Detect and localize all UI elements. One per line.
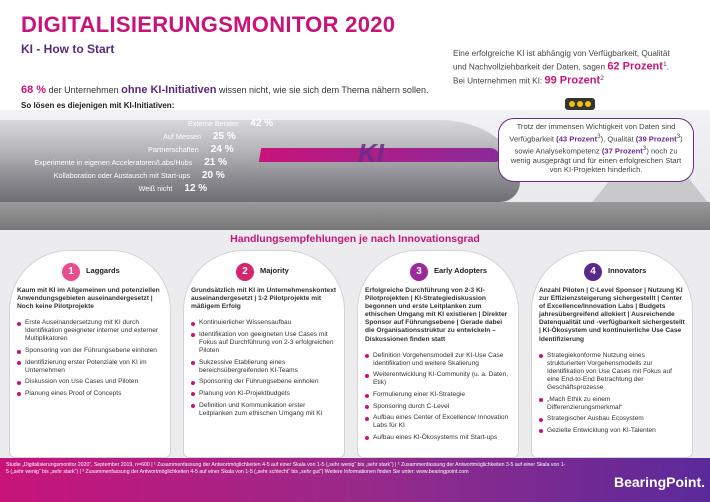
callout-t3: ) sowie Analysekompetenz [514, 134, 683, 156]
light-dot [585, 101, 591, 107]
callout-s3: 3 [642, 144, 647, 152]
page-title: DIGITALISIERUNGSMONITOR 2020 [21, 12, 396, 37]
intro-sup2: 2 [600, 74, 604, 82]
intro-value1: 62 Prozent [607, 60, 663, 73]
callout-s2: 3 [676, 132, 681, 140]
card-list-wrap [365, 352, 511, 446]
bar-value: 21 % [204, 157, 227, 168]
train-ki-logo: KI [358, 138, 384, 168]
recommendation-card [183, 250, 345, 458]
intro-text: Eine erfolgreiche KI ist abhängig von Verfügbarkeit, Qualität und Nachvollziehbarkeit der Daten, sagen 62 Prozent$^1$. Bei Unternehmen mit KI: 99 Prozent$^2$ [453, 49, 670, 87]
bar-label: Partnerschaften [148, 145, 199, 154]
traffic-light-icon [565, 98, 595, 110]
bar-value: 25 % [213, 131, 236, 142]
stat-line [21, 84, 428, 96]
bar-row [0, 170, 225, 181]
card-list-wrap [539, 352, 685, 439]
bar-label: Weiß nicht [138, 184, 173, 193]
intro-sup1: 1 [662, 61, 667, 68]
card-list-item: Weiterentwicklung KI-Community (u. a. Daten, Etik) [365, 371, 511, 387]
bar-row [0, 118, 273, 129]
recommendation-card [9, 250, 171, 458]
callout-t2: ), Qualität [600, 134, 634, 144]
stat-pre: der Unternehmen [48, 85, 119, 95]
card-summary: Erfolgreiche Durchführung von 2-3 KI-Pilotprojekten | KI-Strategiediskussion begonnen und erste Leitplanken zum ethischen Umgang mit KI existieren | Direkter Sponsor auf Führungsebene | Gerade dabei die Organisationsstruktur zu entwickeln – Diskussionen finden statt [365, 287, 508, 343]
card-list-item: Aufbau eines Center of Excellence/ Innovation Labs für KI [365, 414, 511, 430]
card-list-item: Gezielte Entwicklung von KI-Talenten [539, 427, 685, 435]
card-list-wrap [191, 319, 337, 421]
page-subtitle: KI - How to Start [21, 42, 115, 56]
bar-label: Auf Messen [163, 132, 201, 141]
card-list-item: Definition und Kommunikation erster Leitplanken zum ethischen Umgang mit KI [191, 402, 337, 418]
intro-value2: 99 Prozent [544, 74, 601, 87]
light-dot [577, 101, 583, 107]
card-list-item: Sponsoring der Führungsebene einholen [191, 378, 337, 386]
card-list-item: Aufbau eines KI-Ökosystems mit Start-ups [365, 434, 511, 442]
card-list-item: Sukzessive Etablierung eines bereichsübergreifenden KI-Teams [191, 359, 337, 375]
card-summary: Kaum mit KI im Allgemeinen und potenziellen Anwendungsgebieten auseinandergesetzt | Noch keine Pilotprojekte [17, 287, 160, 311]
bar-value: 42 % [250, 118, 274, 129]
intro-line1: Eine erfolgreiche KI ist abhängig von Verfügbarkeit, Qualität [453, 49, 670, 58]
bar-label: Experimente in eigenen Acceleratoren/Labs/Hubs [34, 158, 193, 167]
card-name: Innovators [608, 266, 647, 275]
card-number-badge: 3 [410, 263, 428, 281]
card-list [17, 319, 163, 398]
card-list [539, 352, 685, 435]
intro-line3: Bei Unternehmen mit KI: [453, 76, 543, 86]
callout-v1: (43 Prozent [556, 134, 598, 144]
bar-value: 20 % [202, 170, 225, 181]
stat-post: wissen nicht, wie sie sich dem Thema nähern sollen. [219, 85, 429, 95]
track-ground [0, 202, 710, 230]
bar-label: Externe Berater [188, 119, 239, 128]
card-number-badge: 2 [236, 263, 254, 281]
stat-percent: 68 % [21, 84, 47, 96]
card-summary: Anzahl Piloten | C-Level Sponsor | Nutzung KI zur Effizienzsteigerung sichergestellt | Center of Excellence/Innovation Labs | Budgets jahresübergreifend allokiert | Ausreichende Datenqualität und -verfügbarkeit sichergestellt | KI-Ökosystem und kontinuierliche Use Case Identifizierung [539, 287, 685, 343]
callout-s1: 3 [597, 132, 601, 140]
bar-label: Kollaboration oder Austausch mit Start-ups [53, 171, 190, 180]
card-list-item: Erste Auseinandersetzung mit KI durch Identifikation geeigneter interner und externer Multiplikatoren [17, 319, 163, 343]
section-title: Handlungsempfehlungen je nach Innovationsgrad [230, 233, 480, 245]
card-list-item: Sponsoring durch C-Level [365, 403, 511, 411]
card-list-item: Identifizierung erster Potenziale von KI im Unternehmen [17, 359, 163, 375]
card-list-item: Strategischer Ausbau Ecosystem [539, 415, 685, 423]
card-list-item: Kontinuierlicher Wissensaufbau [191, 319, 337, 327]
card-list-item: „Mach Ethik zu einem Differenzierungsmerkmal“ [539, 396, 685, 412]
card-name: Early Adopters [434, 266, 488, 275]
brand-logo: BearingPoint. [614, 474, 706, 490]
recommendation-card [531, 250, 693, 458]
card-list-wrap [17, 319, 163, 401]
recommendation-card [357, 250, 519, 458]
card-list-item: Definition Vorgehensmodell zur KI-Use Case Identifikation und weitere Skalierung [365, 352, 511, 368]
intro-line2: und Nachvollziehbarkeit der Daten, sagen [453, 62, 606, 72]
card-summary: Grundsätzlich mit KI im Unternehmenskontext auseinandergesetzt | 1-2 Pilotprojekte mit mäßigem Erfolg [191, 287, 337, 311]
card-list-item: Identifikation von geeigneten Use Cases mit Fokus auf Durchführung von 2-3 erfolgreichen Piloten [191, 331, 337, 355]
card-list [365, 352, 511, 442]
callout-t4: ) noch zu wenig ausgeprägt und für einen erfolgreichen Start von KI-Projekten hinderlich. [510, 146, 682, 175]
initiatives-heading: So lösen es diejenigen mit KI-Initiativen: [21, 101, 175, 110]
callout-v2: (39 Prozent [635, 134, 677, 144]
callout-t1: Trotz der immensen Wichtigkeit von Daten sind Verfügbarkeit [509, 122, 676, 144]
card-list-item: Planung von KI-Projektbudgets [191, 390, 337, 398]
bar-row [0, 183, 207, 194]
card-number-badge: 4 [584, 263, 602, 281]
card-list-item: Diskussion von Use Cases und Piloten [17, 378, 163, 386]
bar-value: 24 % [210, 144, 234, 155]
stat-highlight: ohne KI-Initiativen [121, 84, 217, 96]
card-list [191, 319, 337, 417]
card-name: Majority [260, 266, 289, 275]
bar-row [0, 131, 236, 142]
card-list-item: Strategiekonforme Nutzung eines strukturierten Vorgehensmodells zur Identifikation von Use Cases mit Fokus auf eine End-to-End Betrachtung der Geschäftsprozesse [539, 352, 685, 392]
card-list-item: Formulierung einer KI-Strategie [365, 391, 511, 399]
card-number-badge: 1 [62, 263, 80, 281]
callout-v3: (37 Prozent [601, 146, 643, 156]
bar-value: 12 % [184, 183, 208, 194]
data-callout [498, 118, 694, 182]
bar-row [0, 144, 234, 155]
footer-notes: Studie „Digitalisierungsmonitor 2020“, September 2019, n=600 | ¹ Zusammenfassung der Antwortmöglichkeiten 4-5 auf einer Skala von 1-5 („sehr wenig“ bis „sehr stark“) | ² Zusammenfassung der Antwortmöglichkeiten 3-5 auf einer Skala von 1-5 („sehr wenig“ bis „sehr stark“) | ³ Zusammenfassung der Antwortmöglichkeiten 4-5 auf einer Skala von 1-5 („sehr schlecht“ bis „sehr gut“) Weitere Informationen finden Sie unter: www.bearingpoint.com [6, 462, 566, 475]
card-name: Laggards [86, 266, 120, 275]
card-list-item: Sponsoring von der Führungsebene einholen [17, 347, 163, 355]
light-dot [569, 101, 575, 107]
bar-row [0, 157, 227, 168]
card-list-item: Planung eines Proof of Concepts [17, 390, 163, 398]
